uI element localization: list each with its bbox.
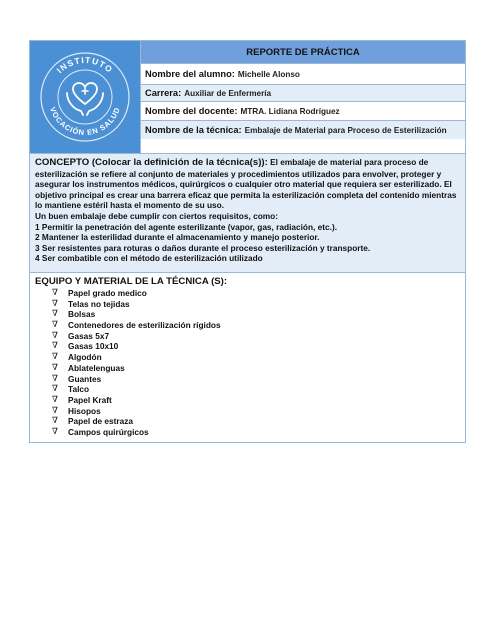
equipment-heading: EQUIPO Y MATERIAL DE LA TÉCNICA (S): bbox=[35, 275, 228, 287]
equipment-item bbox=[52, 406, 460, 417]
logo-cell bbox=[30, 41, 141, 153]
technique-value: Embalaje de Material para Proceso de Esterilización bbox=[244, 125, 447, 135]
triangle-bullet-icon: ∇ bbox=[52, 287, 58, 298]
triangle-bullet-icon: ∇ bbox=[52, 362, 58, 373]
equipment-item bbox=[52, 341, 460, 352]
equipment-item bbox=[52, 384, 460, 395]
career-row bbox=[141, 85, 465, 102]
requirements-intro: Un buen embalaje debe cumplir con ciertos requisitos, como: bbox=[35, 210, 278, 221]
equipment-item-label: Campos quirúrgicos bbox=[68, 427, 149, 438]
equipment-item-label: Guantes bbox=[68, 373, 102, 384]
equipment-item-label: Gasas 5x7 bbox=[68, 330, 110, 341]
teacher-row bbox=[141, 102, 465, 121]
equipment-item bbox=[52, 320, 460, 331]
triangle-bullet-icon: ∇ bbox=[52, 352, 58, 363]
triangle-bullet-icon: ∇ bbox=[52, 341, 58, 352]
career-value: Auxiliar de Enfermería bbox=[184, 88, 272, 98]
triangle-bullet-icon: ∇ bbox=[52, 320, 58, 331]
report-title: REPORTE DE PRÁCTICA bbox=[141, 41, 465, 64]
equipment-item-label: Telas no tejidas bbox=[68, 298, 130, 309]
student-name-value: Michelle Alonso bbox=[237, 69, 300, 79]
concept-paragraph bbox=[35, 157, 460, 211]
triangle-bullet-icon: ∇ bbox=[52, 309, 58, 320]
student-name-row bbox=[141, 64, 465, 85]
equipment-item-label: Papel de estraza bbox=[68, 416, 134, 427]
triangle-bullet-icon: ∇ bbox=[52, 405, 58, 416]
triangle-bullet-icon: ∇ bbox=[52, 394, 58, 405]
equipment-item bbox=[52, 331, 460, 342]
concept-heading: CONCEPTO (Colocar la definición de la técnica(s)): bbox=[35, 157, 268, 168]
report-header bbox=[29, 40, 466, 154]
equipment-item-label: Bolsas bbox=[68, 309, 96, 320]
equipment-item bbox=[52, 299, 460, 310]
concept-text: El embalaje de material para proceso de esterilización se refiere al conjunto de materiales y procedimientos utilizados para envolver, proteger y asegurar los instrumentos médicos, quirúrgicos o cualquier otro material que requiera ser esterilizado. El objetivo principal es crear una barrera eficaz que permita la esterilización completa del contenido mientras lo mantiene estéril hasta el momento de su uso. bbox=[35, 157, 457, 211]
equipment-item-label: Algodón bbox=[68, 352, 102, 363]
logo-bottom-text: VOCACIÓN EN SALUD bbox=[48, 105, 122, 138]
equipment-item bbox=[52, 374, 460, 385]
requirement-3: 3 Ser resistentes para roturas o daños durante el proceso esterilización y transporte. bbox=[35, 242, 371, 253]
triangle-bullet-icon: ∇ bbox=[52, 416, 58, 427]
triangle-bullet-icon: ∇ bbox=[52, 384, 58, 395]
equipment-item-label: Talco bbox=[68, 384, 90, 395]
equipment-item-label: Papel grado medico bbox=[68, 287, 147, 298]
technique-row bbox=[141, 121, 465, 139]
equipment-item bbox=[52, 288, 460, 299]
report-sheet bbox=[29, 40, 466, 443]
equipment-item-label: Gasas 10x10 bbox=[68, 341, 119, 352]
institute-logo bbox=[37, 49, 133, 145]
technique-label: Nombre de la técnica: bbox=[145, 125, 242, 135]
header-info bbox=[141, 41, 465, 153]
equipment-item bbox=[52, 309, 460, 320]
logo-top-text: INSTITUTO bbox=[54, 54, 116, 76]
equipment-section bbox=[29, 273, 466, 443]
equipment-item bbox=[52, 427, 460, 438]
requirement-4: 4 Ser combatible con el método de esterilización utilizado bbox=[35, 253, 263, 264]
equipment-item bbox=[52, 395, 460, 406]
equipment-item-label: Hisopos bbox=[68, 405, 101, 416]
triangle-bullet-icon: ∇ bbox=[52, 427, 58, 438]
equipment-list bbox=[35, 288, 460, 438]
triangle-bullet-icon: ∇ bbox=[52, 330, 58, 341]
equipment-item bbox=[52, 416, 460, 427]
requirement-1: 1 Permitir la penetración del agente esterilizante (vapor, gas, radiación, etc.). bbox=[35, 221, 338, 232]
equipment-item bbox=[52, 352, 460, 363]
concept-section bbox=[29, 154, 466, 273]
equipment-item bbox=[52, 363, 460, 374]
triangle-bullet-icon: ∇ bbox=[52, 373, 58, 384]
equipment-item-label: Contenedores de esterilización rígidos bbox=[68, 320, 221, 331]
career-label: Carrera: bbox=[145, 88, 182, 98]
equipment-item-label: Ablatelenguas bbox=[68, 362, 125, 373]
teacher-value: MTRA. Lidiana Rodríguez bbox=[240, 106, 340, 116]
requirement-2: 2 Mantener la esterilidad durante el almacenamiento y manejo posterior. bbox=[35, 232, 320, 243]
student-name-label: Nombre del alumno: bbox=[145, 69, 235, 79]
equipment-item-label: Papel Kraft bbox=[68, 394, 112, 405]
teacher-label: Nombre del docente: bbox=[145, 106, 238, 116]
triangle-bullet-icon: ∇ bbox=[52, 298, 58, 309]
